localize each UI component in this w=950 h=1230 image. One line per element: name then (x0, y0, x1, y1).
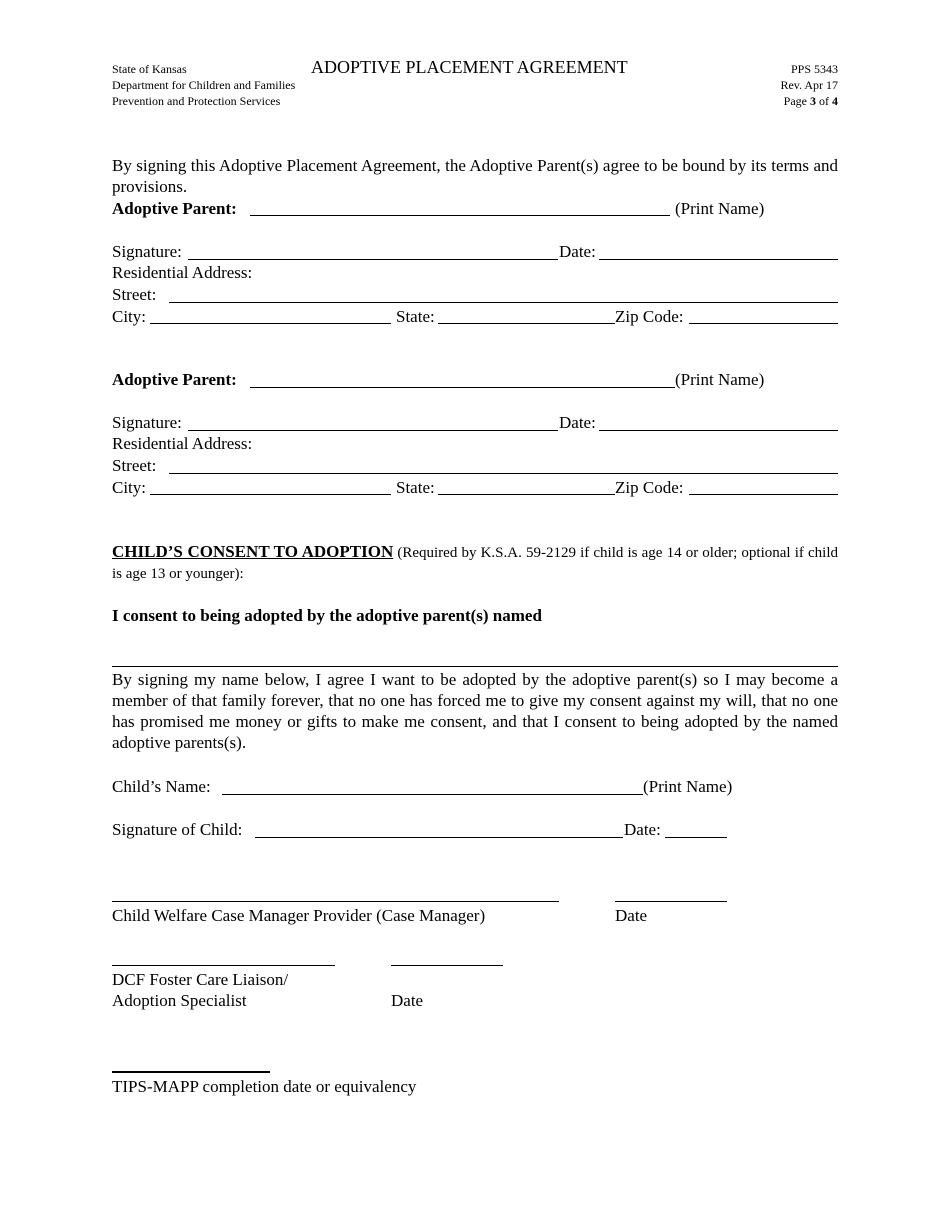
form-number: PPS 5343 (790, 62, 838, 76)
state-1-line[interactable] (438, 323, 615, 324)
case-manager-label: Child Welfare Case Manager Provider (Case Manager) (112, 906, 486, 925)
revision-date: Rev. Apr 17 (780, 78, 838, 92)
case-manager-date-label: Date (615, 906, 648, 925)
dcf-date-line[interactable] (391, 965, 503, 966)
child-signature-line[interactable] (255, 837, 623, 838)
tips-date-line[interactable] (112, 1071, 270, 1073)
page-indicator: Page 3 of 4 (783, 94, 838, 108)
header-state: State of Kansas (112, 62, 187, 76)
header-agency-lines (112, 61, 295, 109)
dcf-date-label: Date (391, 991, 424, 1010)
signature-1-line[interactable] (188, 259, 558, 260)
city-1-line[interactable] (150, 323, 391, 324)
city-1-label: City: (112, 307, 147, 326)
adoptive-parent-2-label: Adoptive Parent: (112, 370, 237, 389)
zip-1-line[interactable] (689, 323, 838, 324)
date-2-label: Date: (559, 413, 596, 432)
child-name-line[interactable] (222, 794, 643, 795)
street-2-label: Street: (112, 456, 157, 475)
state-1-label: State: (396, 307, 435, 326)
address-2-label: Residential Address: (112, 434, 253, 453)
child-date-label: Date: (624, 820, 661, 839)
consent-paragraph: By signing my name below, I agree I want to be adopted by the adoptive parent(s) so I may become a member of that family forever, that no one has forced me to give my consent against my will, that no one has promised me money or gifts to make me consent, and that I consent to being adopted by the named adoptive parents(s). (112, 670, 838, 752)
consent-heading: CHILD’S CONSENT TO ADOPTION (112, 542, 394, 561)
child-date-line[interactable] (665, 837, 727, 838)
dcf-label-line1: DCF Foster Care Liaison/ (112, 970, 289, 989)
case-manager-date-line[interactable] (615, 901, 727, 902)
adoptive-parent-1-print-name: (Print Name) (675, 199, 765, 218)
signature-2-label: Signature: (112, 413, 182, 432)
child-print-name: (Print Name) (643, 777, 733, 796)
state-2-label: State: (396, 478, 435, 497)
zip-1-label: Zip Code: (615, 307, 684, 326)
city-2-line[interactable] (150, 494, 391, 495)
dcf-label (112, 969, 288, 1011)
tips-label: TIPS-MAPP completion date or equivalency (112, 1077, 417, 1096)
case-manager-signature-line[interactable] (112, 901, 559, 902)
city-2-label: City: (112, 478, 147, 497)
consent-heading-note: (Required by K.S.A. 59-2129 if child is age 14 or older; optional if child is age 13 or younger): (112, 545, 838, 582)
date-2-line[interactable] (599, 430, 838, 431)
intro-paragraph: By signing this Adoptive Placement Agreement, the Adoptive Parent(s) agree to be bound by its terms and provisions. (112, 156, 838, 196)
consent-statement: I consent to being adopted by the adoptive parent(s) named (112, 606, 542, 625)
signature-2-line[interactable] (188, 430, 558, 431)
zip-2-line[interactable] (689, 494, 838, 495)
dcf-label-line2: Adoption Specialist (112, 991, 247, 1010)
consent-names-line[interactable] (112, 666, 838, 667)
adoptive-parent-1-name-line[interactable] (250, 215, 670, 216)
signature-1-label: Signature: (112, 242, 182, 261)
street-2-line[interactable] (169, 473, 838, 474)
adoptive-parent-1-label: Adoptive Parent: (112, 199, 237, 218)
adoptive-parent-2-name-line[interactable] (250, 387, 675, 388)
date-1-label: Date: (559, 242, 596, 261)
header-form-info (780, 61, 838, 109)
header-department: Department for Children and Families (112, 78, 296, 92)
header-division: Prevention and Protection Services (112, 94, 281, 108)
street-1-label: Street: (112, 285, 157, 304)
consent-heading-block (112, 541, 838, 585)
street-1-line[interactable] (169, 302, 838, 303)
child-signature-label: Signature of Child: (112, 820, 243, 839)
state-2-line[interactable] (438, 494, 615, 495)
date-1-line[interactable] (599, 259, 838, 260)
zip-2-label: Zip Code: (615, 478, 684, 497)
adoptive-parent-2-print-name: (Print Name) (675, 370, 765, 389)
dcf-signature-line[interactable] (112, 965, 335, 966)
document-title: ADOPTIVE PLACEMENT AGREEMENT (311, 57, 628, 77)
address-1-label: Residential Address: (112, 263, 253, 282)
child-name-label: Child’s Name: (112, 777, 211, 796)
